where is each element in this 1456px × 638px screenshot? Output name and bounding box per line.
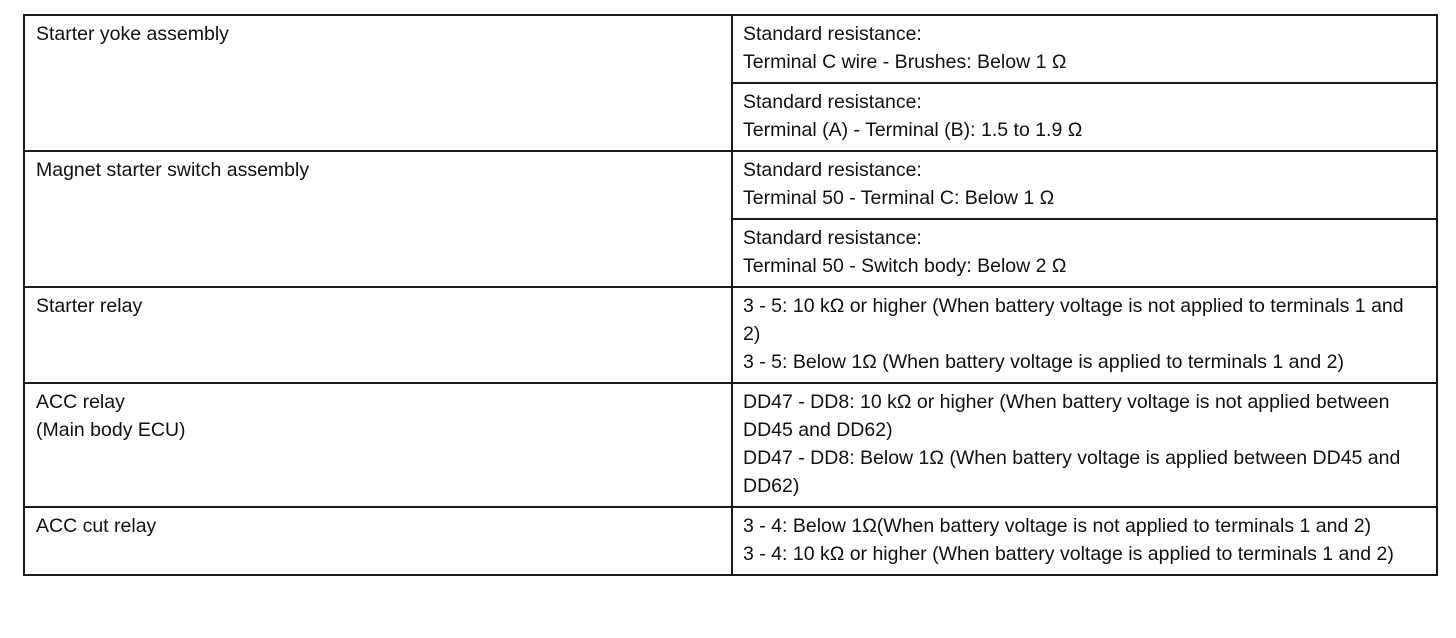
spec-cell: [732, 15, 1437, 83]
part-name-cell: [24, 151, 732, 287]
spec-line: Standard resistance:: [743, 23, 922, 45]
part-name: ACC relay: [36, 391, 125, 413]
spec-cell: [732, 219, 1437, 287]
specification-table: [23, 14, 1438, 576]
spec-cell: [732, 287, 1437, 383]
spec-line: 3 - 5: 10 kΩ or higher (When battery voltage is not applied to terminals 1 and 2): [743, 295, 1404, 345]
table-row: [24, 287, 1437, 383]
table-row: [24, 383, 1437, 507]
part-name-cell: [24, 15, 732, 151]
part-name: ACC cut relay: [36, 515, 157, 537]
part-name-cell: [24, 287, 732, 383]
table-row: [24, 15, 1437, 83]
part-name: Starter yoke assembly: [36, 23, 229, 45]
spec-line: DD47 - DD8: 10 kΩ or higher (When battery voltage is not applied between DD45 and DD62): [743, 391, 1390, 441]
table-row: [24, 507, 1437, 575]
table-row: [24, 151, 1437, 219]
spec-line: 3 - 4: Below 1Ω(When battery voltage is not applied to terminals 1 and 2): [743, 515, 1372, 537]
spec-line: Standard resistance:: [743, 91, 922, 113]
part-name-cell: [24, 383, 732, 507]
spec-line: Standard resistance:: [743, 159, 922, 181]
spec-cell: [732, 151, 1437, 219]
spec-cell: [732, 507, 1437, 575]
spec-line: Terminal C wire - Brushes: Below 1 Ω: [743, 51, 1067, 73]
spec-line: 3 - 4: 10 kΩ or higher (When battery voltage is applied to terminals 1 and 2): [743, 543, 1394, 565]
spec-line: Terminal 50 - Terminal C: Below 1 Ω: [743, 187, 1055, 209]
spec-cell: [732, 383, 1437, 507]
spec-line: 3 - 5: Below 1Ω (When battery voltage is applied to terminals 1 and 2): [743, 351, 1344, 373]
part-subname: (Main body ECU): [36, 419, 186, 441]
spec-line: Terminal 50 - Switch body: Below 2 Ω: [743, 255, 1067, 277]
spec-line: DD47 - DD8: Below 1Ω (When battery voltage is applied between DD45 and DD62): [743, 447, 1401, 497]
spec-line: Terminal (A) - Terminal (B): 1.5 to 1.9 Ω: [743, 119, 1083, 141]
part-name: Magnet starter switch assembly: [36, 159, 310, 181]
spec-cell: [732, 83, 1437, 151]
part-name-cell: [24, 507, 732, 575]
part-name: Starter relay: [36, 295, 143, 317]
spec-line: Standard resistance:: [743, 227, 922, 249]
